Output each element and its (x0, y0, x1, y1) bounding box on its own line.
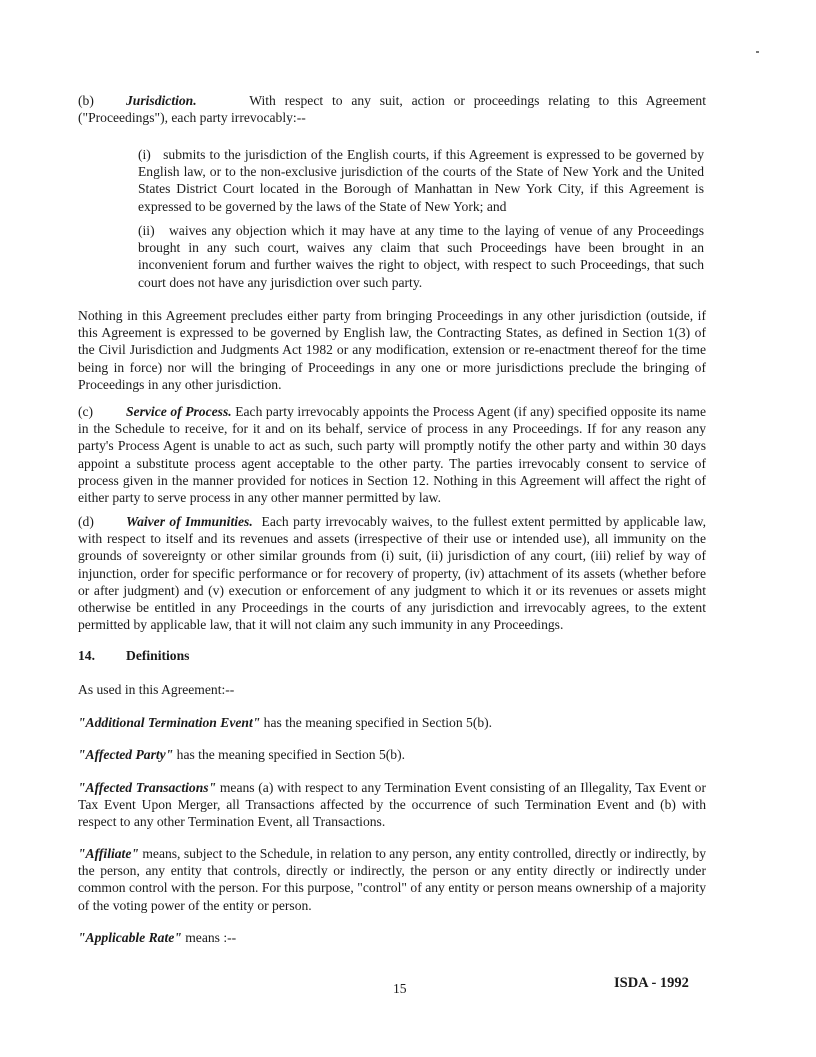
definitions-intro (78, 681, 706, 698)
subsection-i (138, 146, 704, 215)
section-label: (c) (78, 404, 94, 419)
definition-text: has the meaning specified in Section 5(b). (173, 747, 406, 762)
definition-text: has the meaning specified in Section 5(b). (260, 715, 493, 730)
section-b-jurisdiction (78, 92, 706, 126)
definition-item (78, 929, 706, 946)
section-heading: Waiver of Immunities. (126, 514, 253, 529)
section-text: Each party irrevocably waives, to the fullest extent permitted by applicable law, with respect to itself and its revenues and assets (irrespective of their use or intended use), all immunity on the grounds of sovereignty or other similar grounds from (i) suit, (ii) jurisdiction of any court, (iii) relief by way of injunction, order for specific performance or for recovery of property, (iv) attachment of its assets (whether before or after judgment) and (v) execution or enforcement of any judgment to which it or its revenues or assets might otherwise be entitled in any Proceedings in the courts of any jurisdiction and irrevocably agrees, to the extent permitted by applicable law, that it will not claim any such immunity in any Proceedings. (78, 514, 706, 633)
item-text: waives any objection which it may have at any time to the laying of venue of any Proceedings brought in any such court, waives any claim that such Proceedings have been brought in an inconvenient forum and further waives the right to object, with respect to such Proceedings, that such court does not have any jurisdiction over such party. (138, 223, 704, 290)
document-id: ISDA - 1992 (614, 975, 689, 991)
intro-text: As used in this Agreement:-- (78, 682, 235, 697)
section-title: Definitions (126, 648, 190, 663)
section-label: (d) (78, 514, 94, 529)
definition-term: "Affected Transactions" (78, 780, 217, 795)
definition-text: means, subject to the Schedule, in relation to any person, any entity controlled, directly or indirectly, by the person, any entity that controls, directly or indirectly, the person or any entity directly or indirectly under common control with the person. For this purpose, "control" of any entity or person means ownership of a majority of the voting power of the entity or person. (78, 846, 706, 913)
definition-term: "Applicable Rate" (78, 930, 182, 945)
section-d-waiver-of-immunities (78, 513, 706, 633)
definition-term: "Affected Party" (78, 747, 174, 762)
section-14-heading (78, 648, 189, 664)
item-label: (ii) (138, 223, 155, 238)
definition-term: "Affiliate" (78, 846, 139, 861)
page-number: 15 (393, 981, 407, 996)
section-heading: Jurisdiction. (126, 93, 197, 108)
scan-speck (756, 51, 759, 53)
section-text: With respect to any suit, action or proceedings relating to this Agreement ("Proceedings"), each party irrevocably:-- (78, 93, 706, 126)
section-heading: Service of Process. (126, 404, 232, 419)
section-label: (b) (78, 93, 94, 108)
definition-item (78, 746, 706, 763)
section-c-service-of-process (78, 403, 706, 506)
section-b-closing (78, 307, 706, 393)
definition-item (78, 714, 706, 731)
definition-term: "Additional Termination Event" (78, 715, 261, 730)
section-text: Each party irrevocably appoints the Process Agent (if any) specified opposite its name in the Schedule to receive, for it and on its behalf, service of process in any Proceedings. If for any reason any party's Process Agent is unable to act as such, such party will promptly notify the other party and within 30 days appoint a substitute process agent acceptable to the other party. The parties irrevocably consent to service of process given in the manner provided for notices in Section 12. Nothing in this Agreement will affect the right of either party to serve process in any other manner permitted by law. (78, 404, 706, 506)
definition-item (78, 779, 706, 831)
item-label: (i) (138, 147, 151, 162)
paragraph-text: Nothing in this Agreement precludes either party from bringing Proceedings in any other jurisdiction (outside, if this Agreement is expressed to be governed by English law, the Contracting States, as defined in Section 1(3) of the Civil Jurisdiction and Judgments Act 1982 or any modification, extension or re-enactment thereof for the time being in force) nor will the bringing of Proceedings in any one or more jurisdictions preclude the bringing of Proceedings in any other jurisdiction. (78, 308, 706, 392)
item-text: submits to the jurisdiction of the English courts, if this Agreement is expressed to be governed by English law, or to the non-exclusive jurisdiction of the courts of the State of New York and the United States District Court located in the Borough of Manhattan in New York City, if this Agreement is expressed to be governed by the laws of the State of New York; and (138, 147, 704, 214)
subsection-ii (138, 222, 704, 291)
section-number: 14. (78, 648, 95, 663)
definition-item (78, 845, 706, 914)
definition-text: means :-- (181, 930, 237, 945)
definition-text: means (a) with respect to any Termination Event consisting of an Illegality, Tax Event or Tax Event Upon Merger, all Transactions affected by the occurrence of such Termination Event and (b) with respect to any other Termination Event, all Transactions. (78, 780, 706, 830)
